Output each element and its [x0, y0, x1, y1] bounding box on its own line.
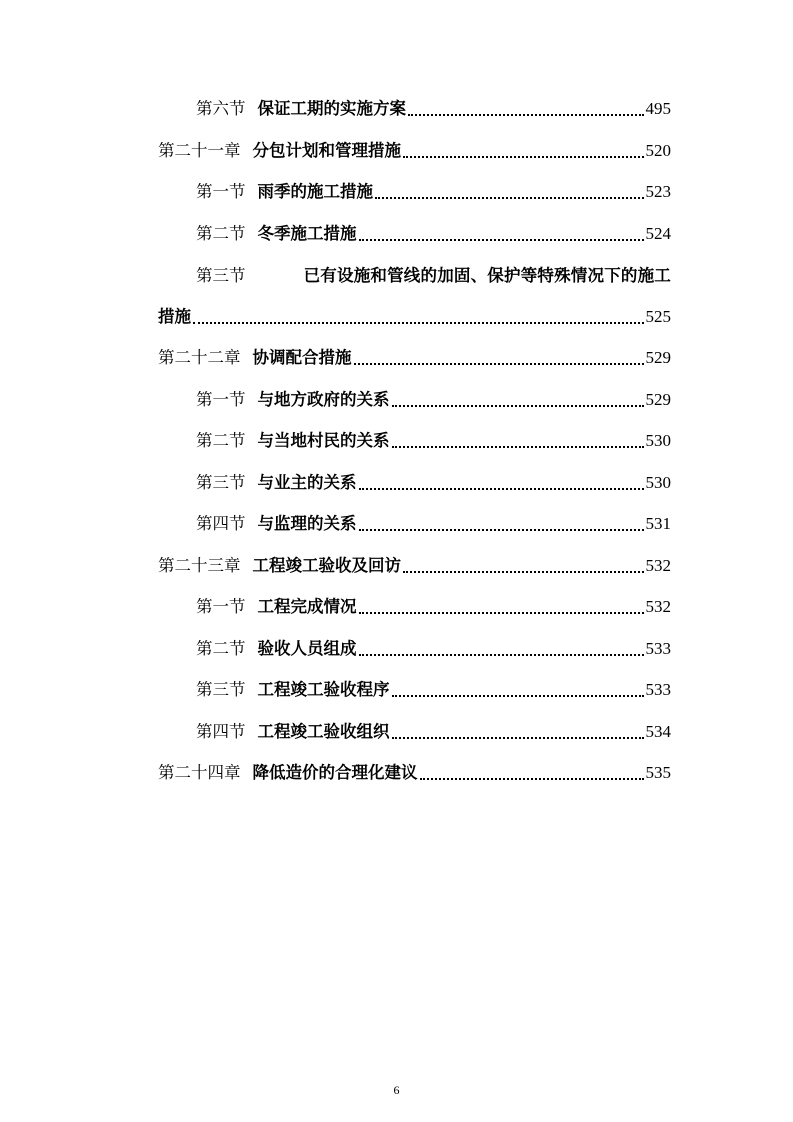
dot-leader [420, 778, 644, 780]
dot-leader [359, 529, 644, 531]
toc-entry[interactable] [158, 760, 671, 786]
toc-entry[interactable] [196, 677, 671, 703]
toc-entry-label: 第三节 [196, 473, 246, 492]
toc-entry[interactable] [196, 96, 671, 122]
toc-entry-page: 529 [645, 348, 671, 367]
toc-entry-title: 分包计划和管理措施 [252, 141, 401, 160]
toc-entry-page: 530 [645, 473, 671, 492]
toc-entry-title: 与当地村民的关系 [257, 431, 390, 450]
dot-leader [359, 612, 644, 614]
toc-entry-page: 532 [645, 556, 671, 575]
toc-entry-continuation[interactable] [158, 304, 671, 330]
toc-entry[interactable] [196, 428, 671, 454]
toc-entry-label: 第二节 [196, 431, 246, 450]
toc-entry-title: 保证工期的实施方案 [257, 99, 406, 118]
dot-leader [408, 114, 644, 116]
toc-entry[interactable] [196, 511, 671, 537]
toc-entry-page: 495 [645, 99, 671, 118]
toc-entry-title: 验收人员组成 [257, 639, 357, 658]
toc-entry-title: 与业主的关系 [257, 473, 357, 492]
toc-entry-title: 工程完成情况 [257, 597, 357, 616]
dot-leader [359, 488, 644, 490]
dot-leader [354, 363, 644, 365]
toc-entry-title: 与地方政府的关系 [257, 390, 390, 409]
toc-entry-page: 523 [645, 182, 671, 201]
toc-entry-title: 降低造价的合理化建议 [252, 763, 418, 782]
dot-leader [193, 322, 644, 324]
toc-entry-title: 冬季施工措施 [257, 224, 357, 243]
dot-leader [392, 737, 644, 739]
toc-entry[interactable] [196, 636, 671, 662]
toc-entry-label: 第一节 [196, 182, 246, 201]
toc-entry[interactable] [196, 179, 671, 205]
toc-entry[interactable] [196, 263, 671, 289]
toc-entry-label: 第二十三章 [158, 556, 241, 575]
dot-leader [403, 156, 644, 158]
toc-entry-label: 第二节 [196, 224, 246, 243]
dot-leader [392, 446, 644, 448]
toc-entry[interactable] [158, 553, 671, 579]
toc-entry-page: 525 [645, 307, 671, 326]
toc-entry[interactable] [196, 719, 671, 745]
dot-leader [392, 405, 644, 407]
toc-entry-page: 530 [645, 431, 671, 450]
toc-entry-page: 534 [645, 722, 671, 741]
toc-entry-page: 535 [645, 763, 671, 782]
dot-leader [403, 571, 644, 573]
toc-entry[interactable] [196, 387, 671, 413]
toc-entry[interactable] [196, 221, 671, 247]
toc-entry-title: 工程竣工验收程序 [257, 680, 390, 699]
toc-entry-label: 第二十一章 [158, 141, 241, 160]
dot-leader [359, 239, 644, 241]
toc-entry-label: 第四节 [196, 514, 246, 533]
toc-entry-title: 与监理的关系 [257, 514, 357, 533]
toc-entry-label: 第三节 [196, 266, 246, 285]
toc-entry-label: 第三节 [196, 680, 246, 699]
toc-entry-page: 520 [645, 141, 671, 160]
toc-entry-label: 第二十四章 [158, 763, 241, 782]
toc-entry-label: 第一节 [196, 597, 246, 616]
dot-leader [392, 695, 644, 697]
toc-entry-title: 雨季的施工措施 [257, 182, 373, 201]
toc-entry-page: 533 [645, 680, 671, 699]
toc-entry-title-continuation: 措施 [158, 307, 191, 326]
toc-entry-page: 532 [645, 597, 671, 616]
toc-entry-title: 工程竣工验收组织 [257, 722, 390, 741]
toc-entry-page: 533 [645, 639, 671, 658]
dot-leader [359, 654, 644, 656]
toc-entry[interactable] [158, 345, 671, 371]
toc-entry-title: 协调配合措施 [252, 348, 352, 367]
toc-entry-title: 已有设施和管线的加固、保护等特殊情况下的施工 [303, 266, 671, 285]
toc-entry-page: 531 [645, 514, 671, 533]
toc-entry[interactable] [196, 470, 671, 496]
toc-entry-label: 第一节 [196, 390, 246, 409]
toc-entry-label: 第六节 [196, 99, 246, 118]
dot-leader [375, 197, 644, 199]
toc-entry-label: 第四节 [196, 722, 246, 741]
toc-entry[interactable] [196, 594, 671, 620]
toc-entry-label: 第二节 [196, 639, 246, 658]
toc-entry-label: 第二十二章 [158, 348, 241, 367]
toc-entry[interactable] [158, 138, 671, 164]
toc-entry-title: 工程竣工验收及回访 [252, 556, 401, 575]
toc-entry-page: 529 [645, 390, 671, 409]
page-number: 6 [393, 1083, 400, 1097]
toc-entry-page: 524 [645, 224, 671, 243]
